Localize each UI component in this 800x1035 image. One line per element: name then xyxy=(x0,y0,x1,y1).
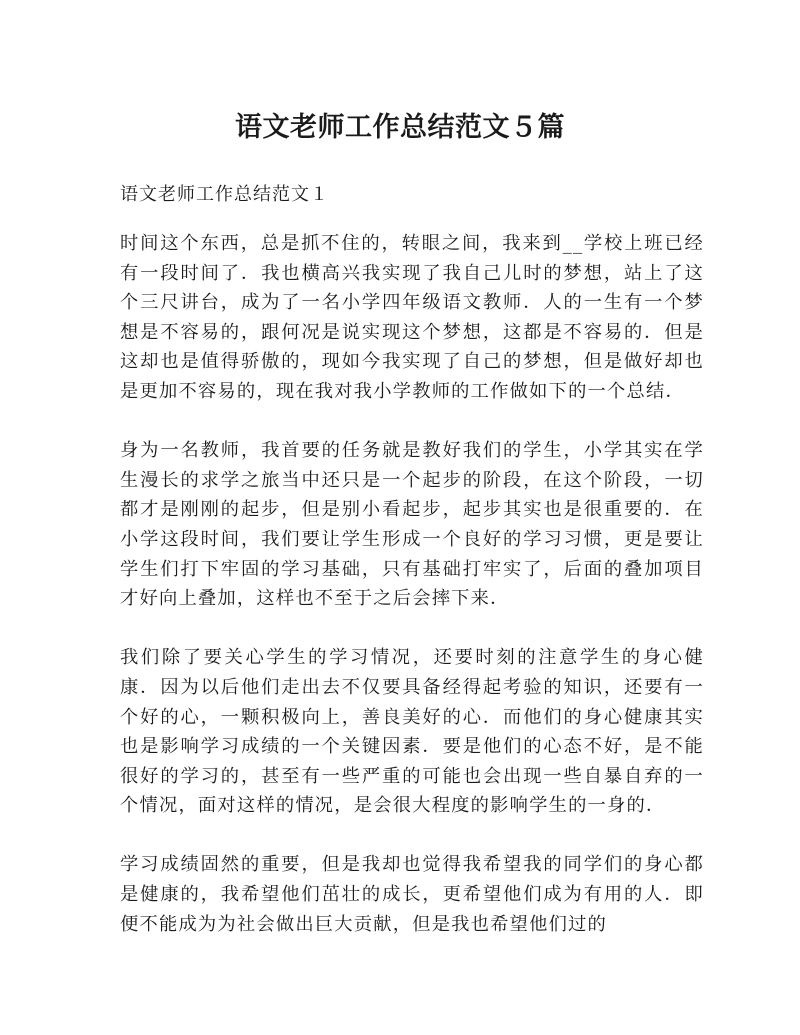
document-title: 语文老师工作总结范文５篇 xyxy=(235,112,565,143)
paragraph: 身为一名教师，我首要的任务就是教好我们的学生，小学其实在学生漫长的求学之旅当中还只是一个起步的阶段，在这个阶段，一切都才是刚刚的起步，但是别小看起步，起步其实也是很重要的．在小学这段时间，我们要让学生形成一个良好的学习习惯，更是要让学生们打下牢固的学习基础，只有基础打牢实了，后面的叠加项目才好向上叠加，这样也不至于之后会摔下来． xyxy=(120,440,704,610)
document-body xyxy=(120,229,704,939)
paragraph: 我们除了要关心学生的学习情况，还要时刻的注意学生的身心健康．因为以后他们走出去不仅要具备经得起考验的知识，还要有一个好的心，一颗积极向上，善良美好的心．而他们的身心健康其实也是影响学习成绩的一个关键因素．要是他们的心态不好，是不能很好的学习的，甚至有一些严重的可能也会出现一些自暴自弃的一个情况，面对这样的情况，是会很大程度的影响学生的一身的． xyxy=(120,647,704,817)
paragraph: 时间这个东西，总是抓不住的，转眼之间，我来到__学校上班已经有一段时间了．我也横高兴我实现了我自己儿时的梦想，站上了这个三尺讲台，成为了一名小学四年级语文教师．人的一生有一个梦想是不容易的，跟何况是说实现这个梦想，这都是不容易的．但是这却也是值得骄傲的，现如今我实现了自己的梦想，但是做好却也是更加不容易的，现在我对我小学教师的工作做如下的一个总结． xyxy=(120,233,704,402)
paragraph: 学习成绩固然的重要，但是我却也觉得我希望我的同学们的身心都是健康的，我希望他们茁壮的成长，更希望他们成为有用的人．即便不能成为为社会做出巨大贡献，但是我也希望他们过的 xyxy=(120,854,704,935)
section-heading: 语文老师工作总结范文１ xyxy=(120,184,329,205)
